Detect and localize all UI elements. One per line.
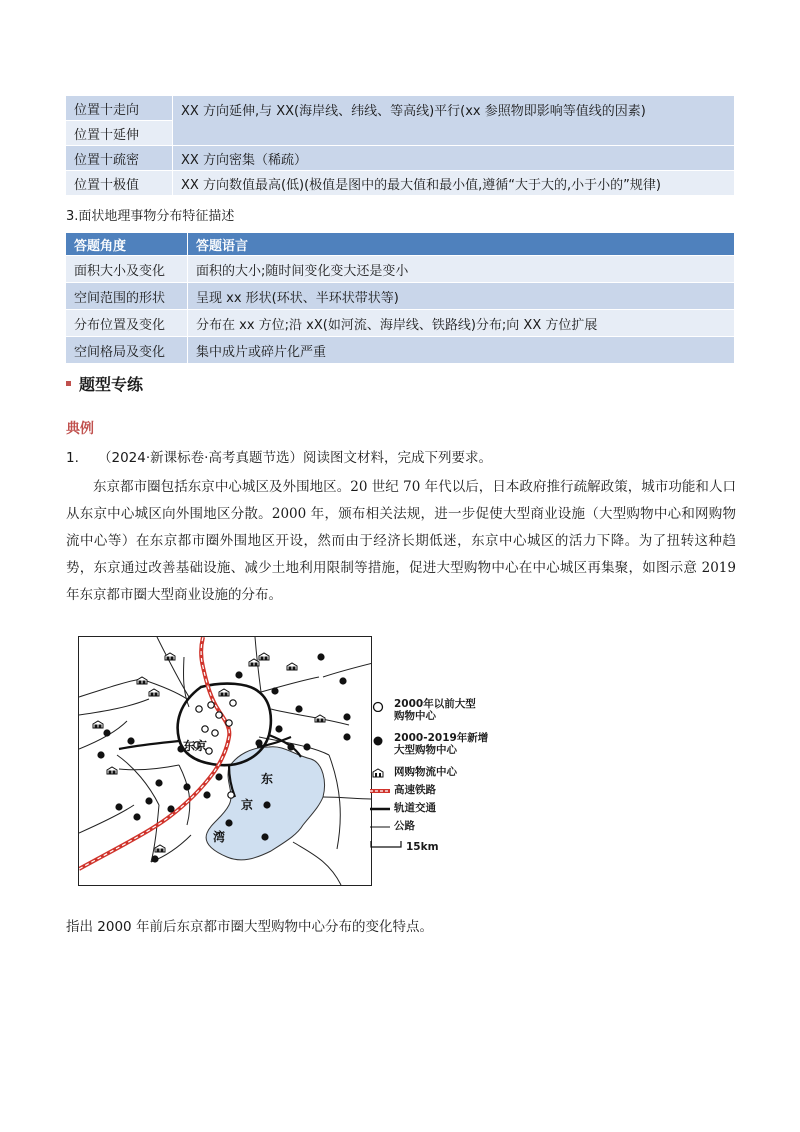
legend-text: 网购物流中心 [394,766,457,778]
table-cell-desc: XX 方向延伸,与 XX(海岸线、纬线、等高线)平行(xx 参照物即影响等值线的因素) [173,96,735,146]
table-row [66,283,734,310]
map-svg [79,637,372,886]
table-row [66,171,734,196]
map-label-bay-2: 京 [241,798,254,812]
legend-scale [370,838,439,853]
table-cell-answer: 集中成片或碎片化严重 [188,337,735,364]
table-cell-answer: 分布在 xx 方位;沿 xX(如河流、海岸线、铁路线)分布;向 XX 方位扩展 [188,310,735,337]
table-row [66,337,734,364]
table-row [66,146,734,171]
legend-text: 公路 [394,820,415,832]
table-cell-answer: 呈现 xx 形状(环状、半环状带状等) [188,283,735,310]
table-header-angle: 答题角度 [66,233,188,256]
section-3-title: 3.面状地理事物分布特征描述 [66,209,235,224]
scale-bar-icon [370,838,402,852]
question-source: （2024·新课标卷·高考真题节选）阅读图文材料，完成下列要求。 [98,450,492,466]
legend-text: 大型购物中心 [394,744,457,756]
question-number: 1. [66,450,79,466]
table-row [66,256,734,283]
section-heading [66,372,143,395]
position-feature-table [66,96,734,195]
table-cell-label: 位置十疏密 [66,146,173,171]
question-instruction: 指出 2000 年前后东京都市圈大型购物中心分布的变化特点。 [66,919,433,935]
legend-text: 2000年以前大型 [394,698,476,710]
passage [66,474,736,609]
table-row [66,310,734,337]
table-header-answer: 答题语言 [188,233,735,256]
map-label-tokyo: 东京 [183,739,208,753]
table-cell-desc: XX 方向密集（稀疏） [173,146,735,171]
areal-feature-table [66,233,734,363]
table-cell-angle: 分布位置及变化 [66,310,188,337]
open-circle-icon [370,698,390,712]
map-frame [78,636,372,886]
table-cell-angle: 空间格局及变化 [66,337,188,364]
square-bullet-icon [66,381,71,386]
map-label-bay-3: 湾 [213,830,226,844]
table-cell-angle: 面积大小及变化 [66,256,188,283]
high-speed-rail-icon [370,784,390,798]
passage-text: 东京都市圈包括东京中心城区及外围地区。20 世纪 70 年代以后，日本政府推行疏解政策，城市功能和人口从东京中心城区向外围地区分散。2000 年，颁布相关法规，进一步促使大型商业设施（大型购物中心和网购物流中心等）在东京都市圈外围地区开设，然而由于经济长期低迷，东京中心城区的活力下降。为了扭转这种趋势，东京通过改善基础设施、减少土地利用限制等措施，促进大型购物中心在中心城区再集聚，如图示意 2019 年东京都市圈大型商业设施的分布。 [66,479,736,603]
table-cell-desc: XX 方向数值最高(低)(极值是图中的最大值和最小值,遵循“大于大的,小于小的”规律) [173,171,735,196]
table-cell-answer: 面积的大小;随时间变化变大还是变小 [188,256,735,283]
legend-text: 轨道交通 [394,802,436,814]
table-cell-angle: 空间范围的形状 [66,283,188,310]
tokyo-map-figure [78,636,372,886]
legend-new [370,732,488,756]
legend-text: 高速铁路 [394,784,436,796]
question-line [66,446,492,466]
legend-hsr [370,784,436,798]
table-cell-label: 位置十走向 [66,96,173,121]
filled-circle-icon [370,732,390,746]
logistics-center-icon [370,766,390,780]
legend-text: 购物中心 [394,710,436,722]
section-heading-text: 题型专练 [79,375,144,394]
table-row [66,96,734,121]
rail-line-icon [370,802,390,816]
road-line-icon [370,820,390,834]
legend-logistics [370,766,457,780]
example-label: 典例 [66,421,94,437]
table-cell-label: 位置十延伸 [66,121,173,146]
legend-text: 15km [406,841,439,853]
table-header-row [66,233,734,256]
table-cell-label: 位置十极值 [66,171,173,196]
legend-road [370,820,415,834]
legend-pre2000 [370,698,476,722]
legend-rail [370,802,436,816]
legend-text: 2000-2019年新增 [394,732,489,744]
map-label-bay-1: 东 [261,772,274,786]
